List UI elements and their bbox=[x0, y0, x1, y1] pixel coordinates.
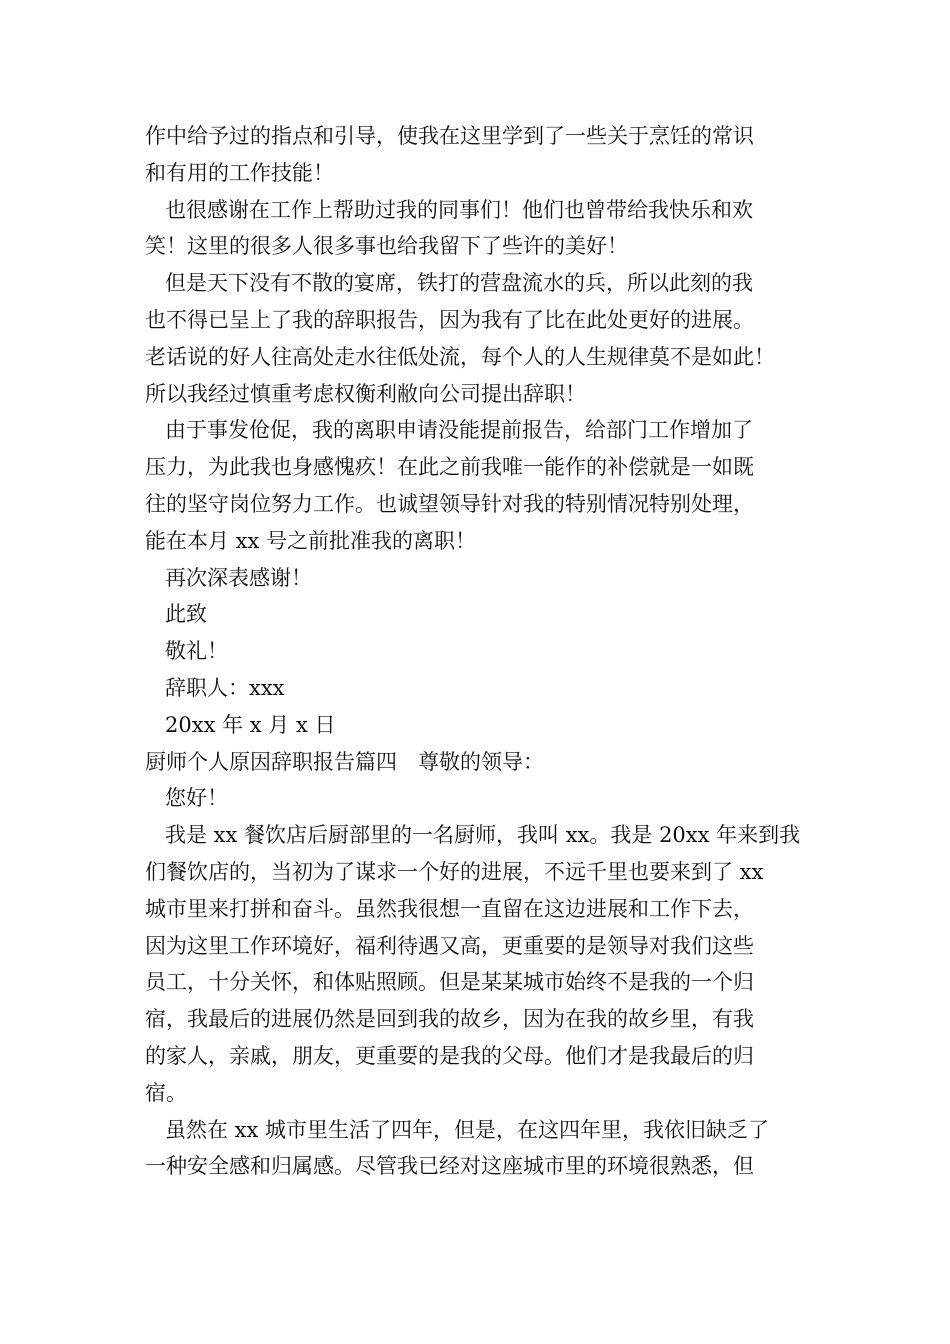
text-line: 的家人，亲戚，朋友，更重要的是我的父母。他们才是我最后的归 bbox=[145, 1043, 754, 1068]
text-line: 此致 bbox=[165, 602, 207, 627]
text-line: 笑！这里的很多人很多事也给我留下了些许的美好！ bbox=[145, 234, 628, 259]
text-line: 敬礼！ bbox=[165, 639, 228, 664]
text-line: 员工，十分关怀，和体贴照顾。但是某某城市始终不是我的一个归 bbox=[145, 970, 754, 995]
text-line: 压力，为此我也身感愧疚！在此之前我唯一能作的补偿就是一如既 bbox=[145, 455, 754, 480]
text-line: 由于事发伧促，我的离职申请没能提前报告，给部门工作增加了 bbox=[165, 418, 753, 443]
text-line: 一种安全感和归属感。尽管我已经对这座城市里的环境很熟悉，但 bbox=[145, 1154, 754, 1179]
text-line: 宿，我最后的进展仍然是回到我的故乡，因为在我的故乡里，有我 bbox=[145, 1007, 754, 1032]
text-line: 厨师个人原因辞职报告篇四 尊敬的领导： bbox=[145, 749, 544, 774]
text-line: 您好！ bbox=[165, 786, 228, 811]
text-line: 因为这里工作环境好，福利待遇又高，更重要的是领导对我们这些 bbox=[145, 933, 754, 958]
text-line: 老话说的好人往高处走水往低处流，每个人的人生规律莫不是如此！ bbox=[145, 344, 775, 369]
text-line: 所以我经过慎重考虑权衡利敝向公司提出辞职！ bbox=[145, 381, 586, 406]
text-line: 和有用的工作技能！ bbox=[145, 160, 334, 185]
text-line: 辞职人：xxx bbox=[165, 675, 285, 700]
text-line: 也很感谢在工作上帮助过我的同事们！他们也曾带给我快乐和欢 bbox=[165, 197, 753, 222]
text-line: 但是天下没有不散的宴席，铁打的营盘流水的兵，所以此刻的我 bbox=[165, 271, 753, 296]
text-line: 能在本月 xx 号之前批准我的离职！ bbox=[145, 528, 477, 553]
text-line: 再次深表感谢！ bbox=[165, 565, 312, 590]
text-line: 城市里来打拼和奋斗。虽然我很想一直留在这边进展和工作下去， bbox=[145, 896, 754, 921]
text-line: 作中给予过的指点和引导，使我在这里学到了一些关于烹饪的常识 bbox=[145, 124, 754, 148]
text-line: 往的坚守岗位努力工作。也诚望领导针对我的特别情况特别处理， bbox=[145, 491, 754, 516]
text-line: 我是 xx 餐饮店后厨部里的一名厨师，我叫 xx。我是 20xx 年来到我 bbox=[165, 823, 801, 848]
text-line: 们餐饮店的，当初为了谋求一个好的进展，不远千里也要来到了 xx bbox=[145, 859, 764, 884]
text-line: 虽然在 xx 城市里生活了四年，但是，在这四年里，我依旧缺乏了 bbox=[165, 1117, 770, 1142]
text-line: 也不得已呈上了我的辞职报告，因为我有了比在此处更好的进展。 bbox=[145, 307, 754, 332]
text-line: 20xx 年 x 月 x 日 bbox=[165, 712, 336, 737]
text-line: 宿。 bbox=[145, 1080, 187, 1105]
document-body bbox=[145, 118, 835, 1185]
